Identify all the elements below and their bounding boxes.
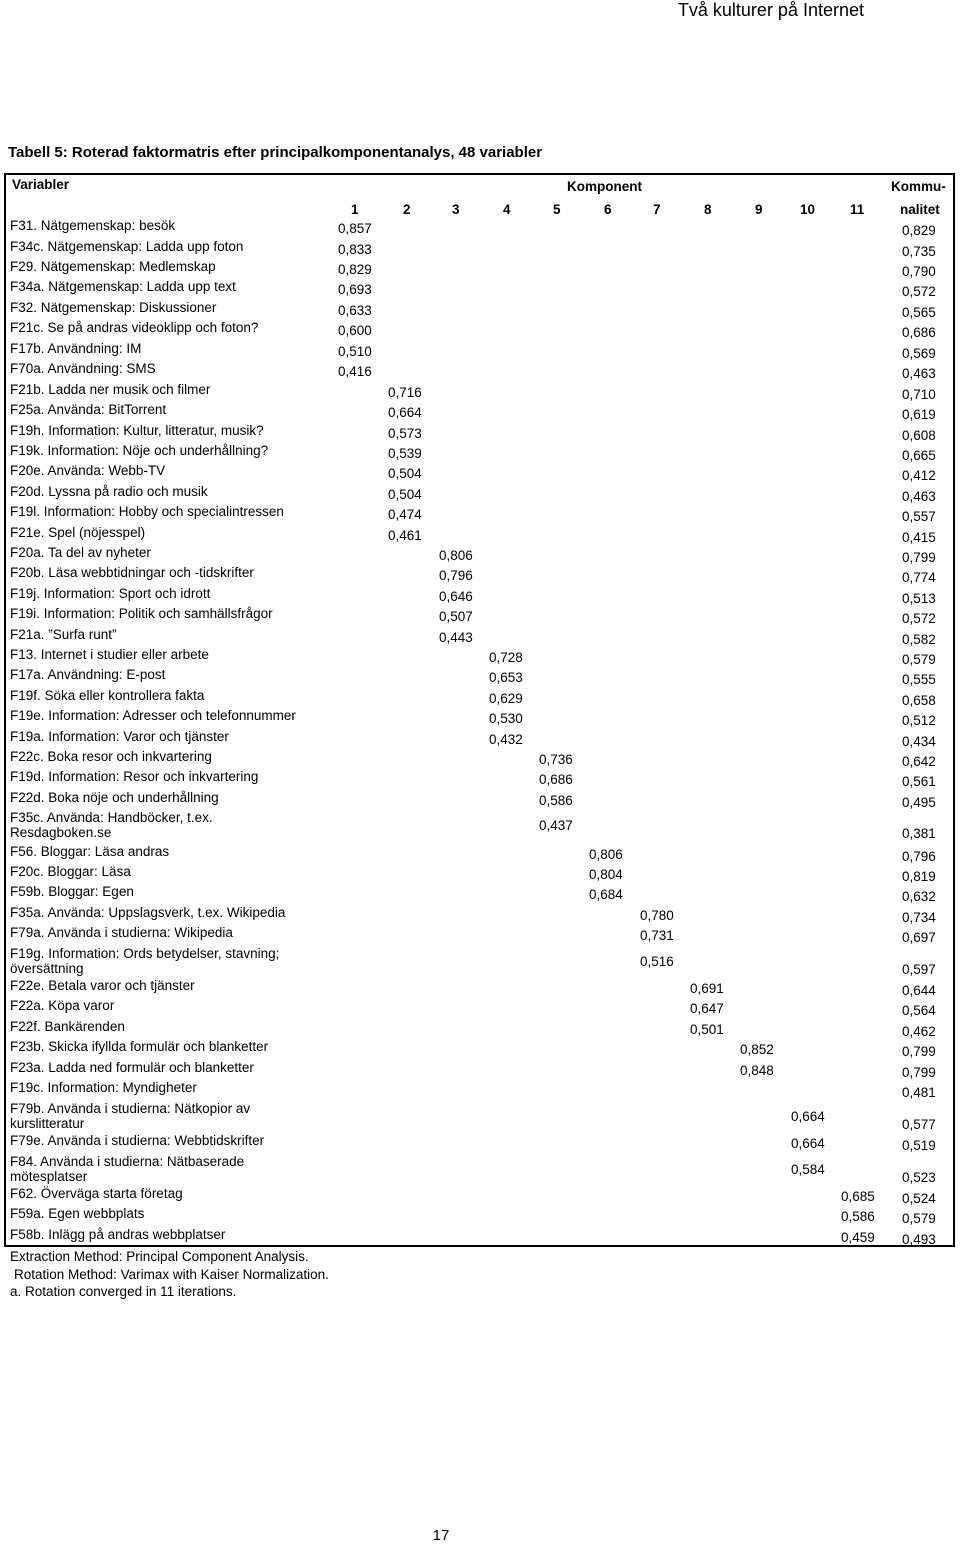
- table-row: [0, 239, 960, 259]
- communality-value: 0,665: [902, 448, 936, 463]
- loading-value: 0,653: [489, 670, 523, 685]
- communality-value: 0,572: [902, 611, 936, 626]
- communality-value: 0,523: [902, 1170, 936, 1185]
- component-header-3: 3: [452, 202, 460, 217]
- variable-label: F22c. Boka resor och inkvartering: [10, 749, 212, 764]
- variable-label: F34a. Nätgemenskap: Ladda upp text: [10, 279, 236, 294]
- variable-label: F84. Använda i studierna: Nätbaserade mötesplatser: [10, 1154, 245, 1184]
- table-row: [0, 978, 960, 998]
- table-row: [0, 545, 960, 565]
- loading-value: 0,780: [640, 908, 674, 923]
- communality-value: 0,493: [902, 1232, 936, 1247]
- loading-value: 0,736: [539, 752, 573, 767]
- loading-value: 0,416: [338, 364, 372, 379]
- table-row: [0, 688, 960, 708]
- table-row: [0, 810, 960, 841]
- loading-value: 0,664: [791, 1109, 825, 1124]
- communality-value: 0,512: [902, 713, 936, 728]
- variable-label: F17b. Användning: IM: [10, 341, 142, 356]
- communality-value: 0,608: [902, 428, 936, 443]
- table-row: [0, 769, 960, 789]
- table-row: [0, 1227, 960, 1247]
- table-row: [0, 729, 960, 749]
- communality-value: 0,710: [902, 387, 936, 402]
- loading-value: 0,647: [690, 1001, 724, 1016]
- variable-label: F19g. Information: Ords betydelser, stavning; översättning: [10, 946, 280, 976]
- table-row: [0, 463, 960, 483]
- table-row: [0, 647, 960, 667]
- communality-value: 0,463: [902, 489, 936, 504]
- table-row: [0, 320, 960, 340]
- communality-value: 0,734: [902, 910, 936, 925]
- loading-value: 0,829: [338, 262, 372, 277]
- variable-label: F59a. Egen webbplats: [10, 1206, 145, 1221]
- communality-value: 0,569: [902, 346, 936, 361]
- loading-value: 0,716: [388, 385, 422, 400]
- table-title: Tabell 5: Roterad faktormatris efter principalkomponentanalys, 48 variabler: [8, 144, 543, 161]
- loading-value: 0,796: [439, 568, 473, 583]
- communality-value: 0,799: [902, 1044, 936, 1059]
- loading-value: 0,664: [791, 1136, 825, 1151]
- communality-value: 0,564: [902, 1003, 936, 1018]
- communality-value: 0,565: [902, 305, 936, 320]
- communality-value: 0,557: [902, 509, 936, 524]
- variable-label: F22e. Betala varor och tjänster: [10, 978, 195, 993]
- table-row: [0, 1154, 960, 1185]
- variable-label: F19a. Information: Varor och tjänster: [10, 729, 229, 744]
- variable-label: F19d. Information: Resor och inkvartering: [10, 769, 259, 784]
- component-header-9: 9: [755, 202, 763, 217]
- table-row: [0, 1019, 960, 1039]
- variable-label: F79b. Använda i studierna: Nätkopior av kurslitteratur: [10, 1101, 251, 1131]
- note-iterations: a. Rotation converged in 11 iterations.: [10, 1284, 237, 1299]
- communality-value: 0,513: [902, 591, 936, 606]
- loading-value: 0,684: [589, 887, 623, 902]
- variable-label: F23a. Ladda ned formulär och blanketter: [10, 1060, 254, 1075]
- table-row: [0, 402, 960, 422]
- loading-value: 0,600: [338, 323, 372, 338]
- variable-label: F20d. Lyssna på radio och musik: [10, 484, 208, 499]
- variable-label: F23b. Skicka ifyllda formulär och blanketter: [10, 1039, 269, 1054]
- loading-value: 0,504: [388, 487, 422, 502]
- loading-value: 0,686: [539, 772, 573, 787]
- variable-label: F19i. Information: Politik och samhällsfrågor: [10, 606, 273, 621]
- variable-label: F19f. Söka eller kontrollera fakta: [10, 688, 205, 703]
- variable-label: F34c. Nätgemenskap: Ladda upp foton: [10, 239, 244, 254]
- variable-label: F56. Bloggar: Läsa andras: [10, 844, 170, 859]
- variable-label: F22d. Boka nöje och underhållning: [10, 790, 219, 805]
- variable-label: F31. Nätgemenskap: besök: [10, 218, 176, 233]
- header-kommunalitet-1: Kommu-: [891, 179, 946, 194]
- communality-value: 0,579: [902, 652, 936, 667]
- variable-label: F70a. Användning: SMS: [10, 361, 156, 376]
- loading-value: 0,731: [640, 928, 674, 943]
- header-variables: Variabler: [12, 177, 70, 192]
- loading-value: 0,629: [489, 691, 523, 706]
- table-row: [0, 905, 960, 925]
- component-header-11: 11: [850, 202, 865, 217]
- loading-value: 0,806: [589, 847, 623, 862]
- table-row: [0, 279, 960, 299]
- variable-label: F20c. Bloggar: Läsa: [10, 864, 131, 879]
- variable-label: F19l. Information: Hobby och specialintressen: [10, 504, 284, 519]
- variable-label: F58b. Inlägg på andras webbplatser: [10, 1227, 226, 1242]
- loading-value: 0,728: [489, 650, 523, 665]
- variable-label: F22a. Köpa varor: [10, 998, 115, 1013]
- communality-value: 0,524: [902, 1191, 936, 1206]
- component-header-4: 4: [503, 202, 511, 217]
- header-kommunalitet-2: nalitet: [900, 202, 940, 217]
- loading-value: 0,501: [690, 1022, 724, 1037]
- loading-value: 0,474: [388, 507, 422, 522]
- variable-label: F20a. Ta del av nyheter: [10, 545, 151, 560]
- communality-value: 0,829: [902, 223, 936, 238]
- table-row: [0, 525, 960, 545]
- loading-value: 0,461: [388, 528, 422, 543]
- variable-label: F79a. Använda i studierna: Wikipedia: [10, 925, 233, 940]
- loading-value: 0,516: [640, 954, 674, 969]
- table-row: [0, 423, 960, 443]
- communality-value: 0,561: [902, 774, 936, 789]
- table-row: [0, 925, 960, 945]
- variable-label: F19c. Information: Myndigheter: [10, 1080, 197, 1095]
- loading-value: 0,586: [539, 793, 573, 808]
- table-row: [0, 946, 960, 977]
- table-row: [0, 884, 960, 904]
- table-row: [0, 667, 960, 687]
- communality-value: 0,796: [902, 849, 936, 864]
- table-row: [0, 1133, 960, 1153]
- variable-label: F62. Överväga starta företag: [10, 1186, 183, 1201]
- loading-value: 0,504: [388, 466, 422, 481]
- communality-value: 0,582: [902, 632, 936, 647]
- communality-value: 0,462: [902, 1024, 936, 1039]
- note-extraction: Extraction Method: Principal Component Analysis.: [10, 1249, 309, 1264]
- communality-value: 0,790: [902, 264, 936, 279]
- component-header-7: 7: [653, 202, 661, 217]
- table-row: [0, 382, 960, 402]
- variable-label: F20b. Läsa webbtidningar och -tidskrifter: [10, 565, 254, 580]
- table-row: [0, 998, 960, 1018]
- variable-label: F19h. Information: Kultur, litteratur, musik?: [10, 423, 264, 438]
- header-komponent: Komponent: [567, 179, 642, 194]
- communality-value: 0,774: [902, 570, 936, 585]
- table-row: [0, 443, 960, 463]
- loading-value: 0,857: [338, 221, 372, 236]
- loading-value: 0,437: [539, 818, 573, 833]
- communality-value: 0,481: [902, 1085, 936, 1100]
- variable-label: F22f. Bankärenden: [10, 1019, 125, 1034]
- variable-label: F19j. Information: Sport och idrott: [10, 586, 211, 601]
- loading-value: 0,443: [439, 630, 473, 645]
- loading-value: 0,510: [338, 344, 372, 359]
- table-row: [0, 300, 960, 320]
- communality-value: 0,658: [902, 693, 936, 708]
- table-row: [0, 1101, 960, 1132]
- variable-label: F21b. Ladda ner musik och filmer: [10, 382, 211, 397]
- communality-value: 0,579: [902, 1211, 936, 1226]
- loading-value: 0,664: [388, 405, 422, 420]
- running-header: Två kulturer på Internet: [677, 0, 864, 20]
- variable-label: F35c. Använda: Handböcker, t.ex. Resdagboken.se: [10, 810, 213, 840]
- loading-value: 0,507: [439, 609, 473, 624]
- table-row: [0, 708, 960, 728]
- variable-label: F29. Nätgemenskap: Medlemskap: [10, 259, 216, 274]
- communality-value: 0,735: [902, 244, 936, 259]
- loading-value: 0,646: [439, 589, 473, 604]
- table-row: [0, 749, 960, 769]
- table-row: [0, 790, 960, 810]
- variable-label: F21a. ”Surfa runt”: [10, 627, 117, 642]
- variable-label: F59b. Bloggar: Egen: [10, 884, 134, 899]
- loading-value: 0,573: [388, 426, 422, 441]
- variable-label: F13. Internet i studier eller arbete: [10, 647, 209, 662]
- component-header-5: 5: [553, 202, 561, 217]
- table-row: [0, 484, 960, 504]
- communality-value: 0,415: [902, 530, 936, 545]
- communality-value: 0,519: [902, 1138, 936, 1153]
- component-header-8: 8: [704, 202, 712, 217]
- table-row: [0, 1080, 960, 1100]
- loading-value: 0,432: [489, 732, 523, 747]
- table-row: [0, 627, 960, 647]
- table-row: [0, 1060, 960, 1080]
- loading-value: 0,804: [589, 867, 623, 882]
- communality-value: 0,632: [902, 889, 936, 904]
- communality-value: 0,644: [902, 983, 936, 998]
- communality-value: 0,799: [902, 1065, 936, 1080]
- variable-label: F21e. Spel (nöjesspel): [10, 525, 146, 540]
- communality-value: 0,495: [902, 795, 936, 810]
- note-rotation: Rotation Method: Varimax with Kaiser Normalization.: [14, 1266, 329, 1282]
- variable-label: F20e. Använda: Webb-TV: [10, 463, 166, 478]
- variable-label: F19k. Information: Nöje och underhållning?: [10, 443, 269, 458]
- communality-value: 0,642: [902, 754, 936, 769]
- table-row: [0, 259, 960, 279]
- communality-value: 0,697: [902, 930, 936, 945]
- table-row: [0, 1039, 960, 1059]
- communality-value: 0,555: [902, 672, 936, 687]
- loading-value: 0,539: [388, 446, 422, 461]
- communality-value: 0,572: [902, 284, 936, 299]
- loading-value: 0,691: [690, 981, 724, 996]
- variable-label: F25a. Använda: BitTorrent: [10, 402, 167, 417]
- variable-label: F21c. Se på andras videoklipp och foton?: [10, 320, 259, 335]
- communality-value: 0,577: [902, 1117, 936, 1132]
- table-row: [0, 218, 960, 238]
- variable-label: F79e. Använda i studierna: Webbtidskrifter: [10, 1133, 265, 1148]
- loading-value: 0,806: [439, 548, 473, 563]
- loading-value: 0,833: [338, 242, 372, 257]
- table-notes: [10, 1248, 329, 1301]
- loading-value: 0,584: [791, 1162, 825, 1177]
- loading-value: 0,685: [841, 1189, 875, 1204]
- communality-value: 0,412: [902, 468, 936, 483]
- communality-value: 0,619: [902, 407, 936, 422]
- loading-value: 0,586: [841, 1209, 875, 1224]
- variable-label: F32. Nätgemenskap: Diskussioner: [10, 300, 217, 315]
- communality-value: 0,434: [902, 734, 936, 749]
- table-row: [0, 341, 960, 361]
- loading-value: 0,530: [489, 711, 523, 726]
- table-row: [0, 606, 960, 626]
- variable-label: F35a. Använda: Uppslagsverk, t.ex. Wikipedia: [10, 905, 286, 920]
- table-row: [0, 1186, 960, 1206]
- component-header-10: 10: [800, 202, 816, 217]
- table-row: [0, 565, 960, 585]
- loading-value: 0,848: [740, 1063, 774, 1078]
- loading-value: 0,633: [338, 303, 372, 318]
- table-row: [0, 586, 960, 606]
- table-row: [0, 504, 960, 524]
- variable-label: F17a. Användning: E-post: [10, 667, 166, 682]
- component-header-1: 1: [351, 202, 359, 217]
- loading-value: 0,459: [841, 1230, 875, 1245]
- communality-value: 0,463: [902, 366, 936, 381]
- loading-value: 0,693: [338, 282, 372, 297]
- communality-value: 0,686: [902, 325, 936, 340]
- communality-value: 0,381: [902, 826, 936, 841]
- communality-value: 0,819: [902, 869, 936, 884]
- table-row: [0, 361, 960, 381]
- communality-value: 0,597: [902, 962, 936, 977]
- variable-label: F19e. Information: Adresser och telefonnummer: [10, 708, 296, 723]
- component-header-2: 2: [403, 202, 411, 217]
- table-row: [0, 1206, 960, 1226]
- loading-value: 0,852: [740, 1042, 774, 1057]
- table-row: [0, 864, 960, 884]
- page-number: 17: [432, 1527, 450, 1544]
- table-row: [0, 844, 960, 864]
- communality-value: 0,799: [902, 550, 936, 565]
- component-header-6: 6: [604, 202, 612, 217]
